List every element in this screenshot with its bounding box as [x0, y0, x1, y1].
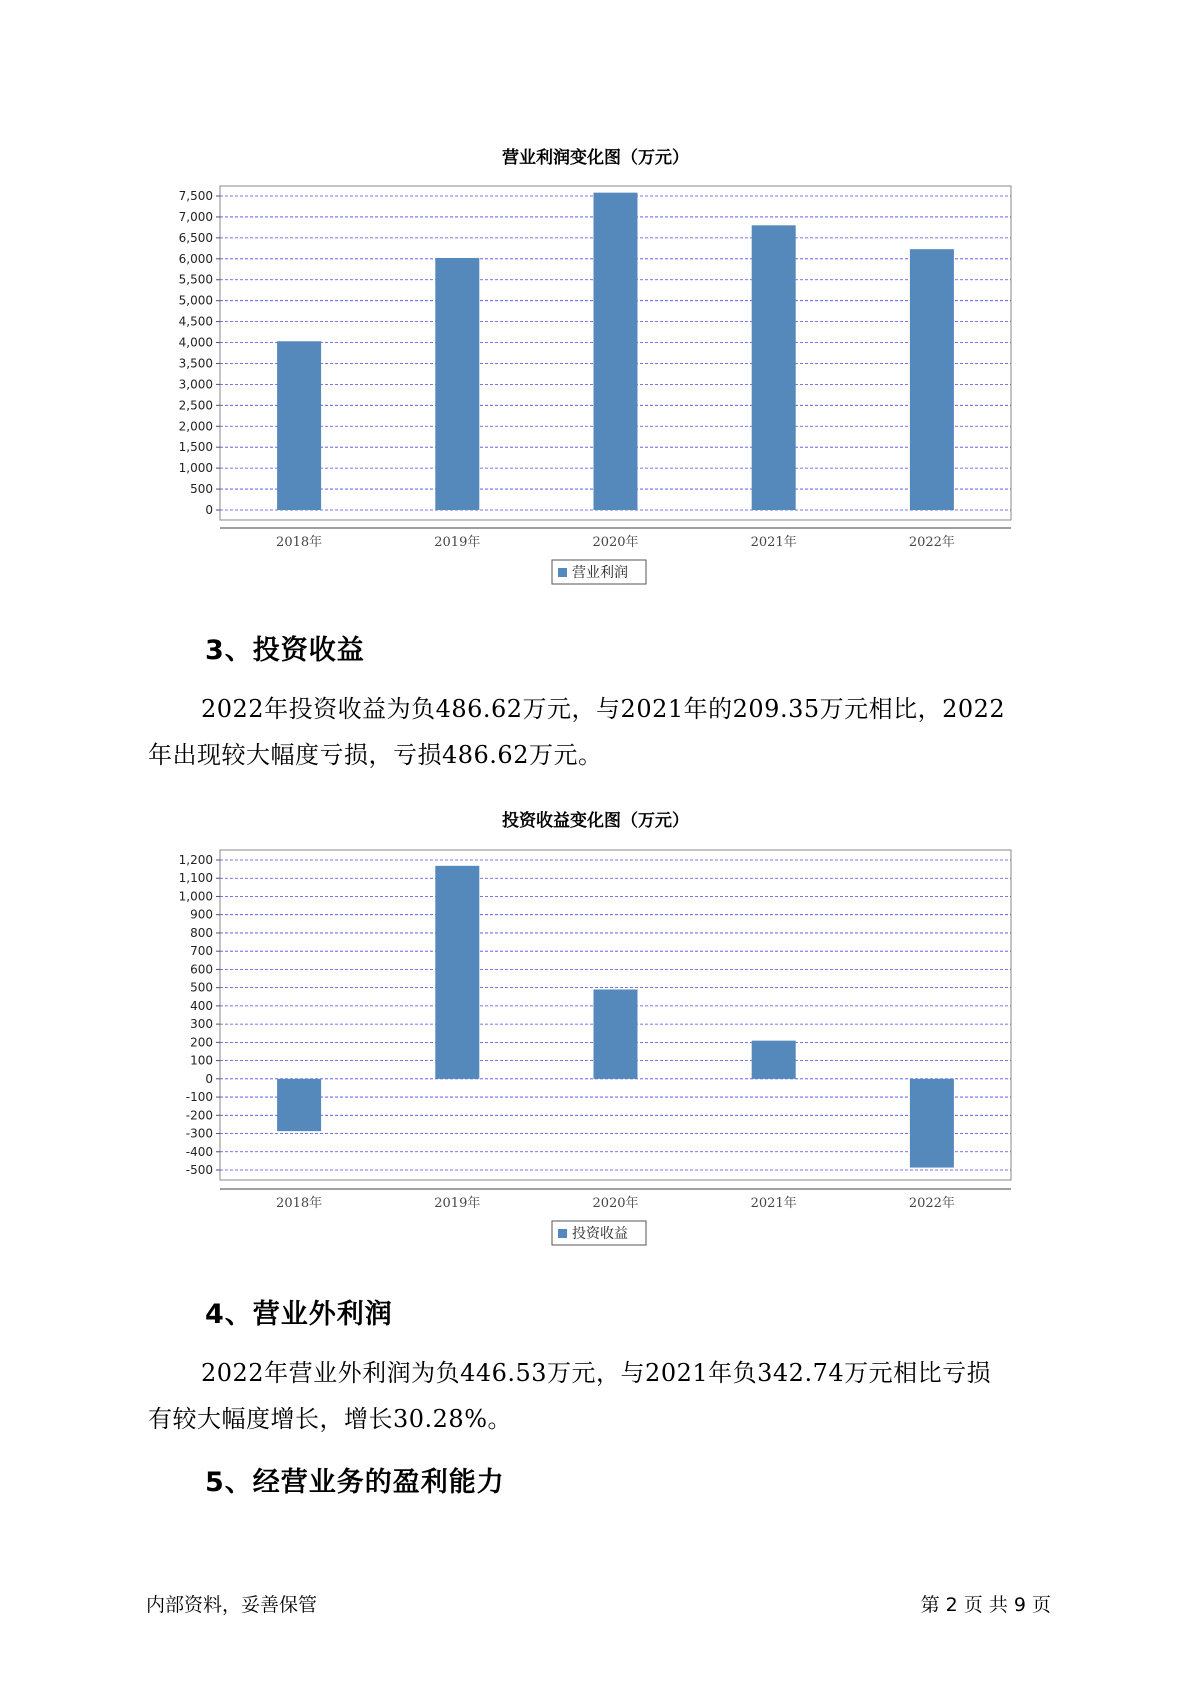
y-tick-label: 1,000	[178, 889, 213, 904]
y-tick-label: -100	[185, 1090, 213, 1105]
y-tick-label: 3,500	[178, 356, 213, 371]
legend-label: 投资收益	[572, 1226, 628, 1242]
y-tick-label: 300	[190, 1017, 213, 1032]
y-tick-label: 100	[190, 1053, 213, 1068]
section-heading: 4、营业外利润	[205, 1299, 393, 1330]
legend-label: 营业利润	[572, 565, 628, 581]
bar	[435, 258, 479, 510]
section-paragraph	[148, 1350, 1048, 1442]
footer-confidential: 内部资料，妥善保管	[146, 1594, 318, 1616]
y-tick-label: 500	[190, 980, 213, 995]
paragraph-line: 2022年投资收益为负486.62万元，与2021年的209.35万元相比，2022	[201, 695, 1006, 723]
section-heading: 5、经营业务的盈利能力	[205, 1467, 505, 1498]
x-tick-label: 2022年	[908, 535, 955, 550]
y-tick-label: 7,000	[178, 209, 213, 224]
x-tick-label: 2020年	[592, 1196, 639, 1211]
chart-title: 营业利润变化图（万元）	[502, 148, 689, 168]
y-tick-label: 6,000	[178, 251, 213, 266]
x-tick-label: 2020年	[592, 535, 639, 550]
y-tick-label: 900	[190, 907, 213, 922]
y-tick-label: 500	[190, 482, 213, 497]
y-tick-label: 3,000	[178, 377, 213, 392]
y-tick-label: 600	[190, 962, 213, 977]
bar	[752, 225, 796, 510]
paragraph-line: 2022年营业外利润为负446.53万元，与2021年负342.74万元相比亏损	[201, 1359, 992, 1387]
bar	[910, 249, 954, 510]
y-tick-label: 1,100	[178, 871, 213, 886]
x-tick-label: 2021年	[750, 535, 797, 550]
footer-page-number: 第 2 页 共 9 页	[920, 1594, 1051, 1616]
y-tick-label: 5,500	[178, 272, 213, 287]
bar	[277, 341, 321, 510]
operating-profit-chart	[0, 180, 1191, 620]
paragraph-line: 年出现较大幅度亏损，亏损486.62万元。	[148, 741, 603, 769]
y-tick-label: 4,500	[178, 314, 213, 329]
legend-swatch	[558, 568, 567, 577]
y-tick-label: 1,200	[178, 853, 213, 867]
y-tick-label: 1,000	[178, 461, 213, 476]
y-tick-label: 800	[190, 925, 213, 940]
y-tick-label: 5,000	[178, 293, 213, 308]
bar	[594, 989, 638, 1078]
y-tick-label: 0	[205, 1071, 213, 1086]
x-tick-label: 2021年	[750, 1196, 797, 1211]
section-paragraph	[148, 686, 1048, 778]
investment-income-chart	[0, 840, 1191, 1260]
x-tick-label: 2019年	[434, 535, 481, 550]
x-tick-label: 2022年	[908, 1196, 955, 1211]
y-tick-label: 700	[190, 944, 213, 959]
y-tick-label: 2,500	[178, 398, 213, 413]
y-tick-label: 200	[190, 1035, 213, 1050]
bar	[277, 1079, 321, 1131]
y-tick-label: 2,000	[178, 419, 213, 434]
legend-swatch	[558, 1229, 567, 1238]
bar	[435, 866, 479, 1079]
chart-title: 投资收益变化图（万元）	[502, 811, 689, 831]
paragraph-line: 有较大幅度增长，增长30.28%。	[148, 1405, 513, 1433]
x-tick-label: 2018年	[276, 535, 323, 550]
y-tick-label: 7,500	[178, 189, 213, 203]
y-tick-label: -500	[185, 1163, 213, 1177]
bar	[752, 1041, 796, 1079]
y-tick-label: 4,000	[178, 335, 213, 350]
y-tick-label: 400	[190, 998, 213, 1013]
x-tick-label: 2019年	[434, 1196, 481, 1211]
y-tick-label: -300	[185, 1126, 213, 1141]
y-tick-label: 6,500	[178, 230, 213, 245]
y-tick-label: 1,500	[178, 440, 213, 455]
y-tick-label: -200	[185, 1108, 213, 1123]
bar	[594, 193, 638, 510]
bar	[910, 1079, 954, 1168]
y-tick-label: -400	[185, 1144, 213, 1159]
section-heading: 3、投资收益	[205, 635, 365, 666]
x-tick-label: 2018年	[276, 1196, 323, 1211]
y-tick-label: 0	[205, 503, 213, 517]
